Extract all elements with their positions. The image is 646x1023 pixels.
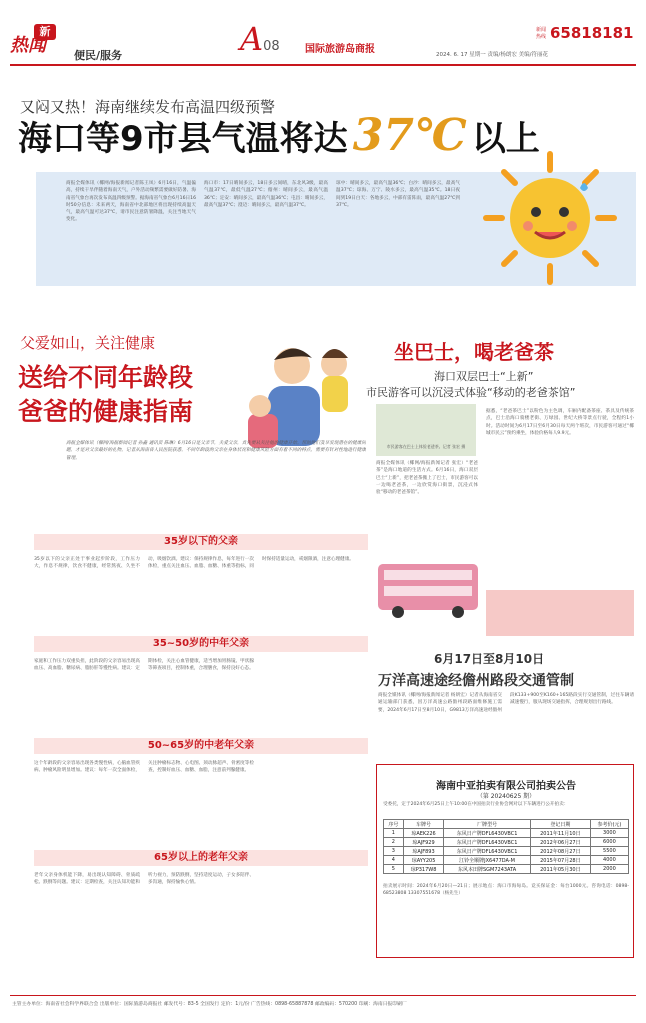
page-marker	[240, 20, 280, 60]
traffic-body: 商报全媒体讯（椰网/海报新闻记者 杨朗宏）记者从海南省交通运输部门获悉，因万洋高速公路儋州段路面维修施工需要，2024年6月17日至8月10日，G9813万洋高速途经儋州段K133+900至K160+165路段实行交通管制，过往车辆请减速慢行，服从现场交通指挥，合理规划出行路线。	[378, 693, 634, 713]
bus-body: 据悉，“老爸茶巴士”以粉色为主色调，车厢内配备茶座、茶具及传统茶点，巴士沿海口骑楼老街、万绿园、世纪大桥等景点行驶，全程约1小时。活动时间为6月17日至6月30日每天两个班次，市民游客可通过“椰城市民云”预约乘坐，体验价格每人9.9元。	[486, 409, 634, 436]
auction-header-model: 厂牌型号	[444, 820, 531, 829]
auction-box	[376, 764, 634, 958]
father-section-4-text: 老年父亲身体机能下降，易出现认知障碍、骨质疏松、跌倒等问题。建议：定期检查，关注认知功能和听力视力，预防跌倒，坚持适度运动，子女多陪伴、多沟通，保持愉快心情。	[34, 873, 254, 886]
cell-plate: 琼P317W8	[403, 865, 443, 874]
hotline-label-2: 热线	[536, 34, 547, 40]
table-row	[384, 865, 629, 874]
badge-top-text: 新	[34, 24, 56, 40]
cell-price: 6000	[590, 838, 628, 847]
father-section-1-header: 35岁以下的父亲	[34, 534, 368, 550]
table-row	[384, 856, 629, 865]
auction-intro: 受委托，定于2024年6月25日上午10:00在中国拍卖行业协会网对以下车辆进行公开拍卖：	[383, 802, 569, 807]
cell-price: 4000	[590, 856, 628, 865]
issue-meta: 2024. 6. 17 星期一 责编/杨朗宏 美编/符丽花	[436, 52, 548, 58]
footer-rule	[10, 995, 636, 996]
father-lead: 商报全媒体讯（椰网/海报新闻记者 孙鑫 通讯员 陈琳）6月16日是父亲节，关爱父亲，首先要从关注他的健康开始。帮助他们及早发现潜在的健康问题，才是对父亲最好的礼物。记者从海南省人民医院获悉，不同年龄段的父亲在身体状况和健康风险方面有着不同的特点，需要有针对性地进行健康管理。	[66, 441, 366, 461]
cell-price: 3000	[590, 829, 628, 838]
weather-col-2: 海口市：17日晴间多云，18日多云间晴，东北风3级，最高气温37℃，最低气温27℃；儋州：晴间多云，最高气温36℃；定安：晴间多云，最高气温36℃；屯昌：晴间多云，最高气温37℃；澄迈：晴间多云，最高气温37℃。	[204, 181, 328, 208]
traffic-headline-2: 万洋高速途经儋州路段交通管制	[378, 673, 574, 689]
badge-bottom-text: 热闻	[10, 35, 46, 56]
cell-index: 4	[384, 856, 404, 865]
weather-col-1: 商报全媒体讯（椰网/海报新闻记者陈王凤）6月16日，气温偏高，持续干旱伴随着海南天气，户外活动频繁需要做好防暑、海南省气象台再次发布高温四级预警。据海南省气象台6月16日16时50分信息：未来两天，海南省中北部地区将出现持续高温天气，最高气温可达37℃，请市民注意防暑降温，关注当地天气变化。	[66, 181, 196, 223]
cell-price: 5500	[590, 847, 628, 856]
auction-header-date: 登记日期	[530, 820, 590, 829]
table-row	[384, 829, 629, 838]
cell-model: 江铃全顺牌JX6477DA-M	[444, 856, 531, 865]
hotline-label-1: 新闻	[536, 27, 547, 33]
cell-date: 2012年06月27日	[530, 838, 590, 847]
father-kicker: 父爱如山，关注健康	[20, 334, 156, 352]
father-headline-2: 爸爸的健康指南	[18, 397, 194, 426]
bus-photo	[376, 404, 476, 456]
bus-subhead-1: 海口双层巴士“上新”	[434, 370, 534, 383]
page-number: 08	[263, 39, 280, 54]
father-headline-1: 送给不同年龄段	[18, 363, 194, 392]
bus-lead: 商报全媒体讯（椰网/海报新闻记者 张宏）“老爸茶”是海口地道的生活方式。6月16日，海口双层巴士“上新”，把老爸茶搬上了巴士，市民游客可以一边喝老爸茶，一边欣赏海口街景，沉浸式体验“移动的老爸茶馆”。	[376, 461, 478, 496]
cell-index: 2	[384, 838, 404, 847]
auction-table-header-row	[384, 820, 629, 829]
cell-date: 2015年07月28日	[530, 856, 590, 865]
cell-model: 东风日产牌DFL6430VBC1	[444, 829, 531, 838]
traffic-headline-1: 6月17日至8月10日	[434, 652, 545, 666]
father-section-3-text: 这个年龄段的父亲容易出现各类慢性病，心脑血管疾病、肿瘤风险明显增加。建议：每年一次全面体检，关注肿瘤标志物、心电图、颈动脉超声、骨密度等检查，控制好血压、血糖、血脂，注意前列腺健康。	[34, 761, 254, 774]
masthead-rule	[10, 64, 636, 66]
weather-headline-part2: 以上	[471, 119, 540, 159]
cell-date: 2012年08月27日	[530, 847, 590, 856]
auction-title: 海南中亚拍卖有限公司拍卖公告	[436, 781, 576, 792]
cell-plate: 琼AEK226	[403, 829, 443, 838]
footer-text: 主管主办单位：海南省社会科学界联合会 出版单位：国际旅游岛商报社 邮发代号：83-5 全国发行 定价：1元/份 广告热线：0898-65887878 邮政编码：570200 印刷：海南日报印刷厂	[12, 1002, 407, 1007]
bus-illustration	[376, 560, 482, 620]
auction-footer: 拍卖展示时间：2024年6月20日—21日；展示地点：海口市海甸岛。竞买保证金：每台1000元。咨询电话：0898-68523808 13307551678（杨先生）	[383, 884, 629, 897]
bus-subhead-2: 市民游客可以沉浸式体验“移动的老爸茶馆”	[366, 386, 576, 399]
cell-model: 东风日产牌DFL6430VBC1	[444, 847, 531, 856]
bus-photo-strip	[486, 590, 634, 636]
father-section-1-text: 35岁以下的父亲正处于事业起步阶段，工作压力大，作息不规律，饮食不健康，经常熬夜、久坐不动，吸烟饮酒。建议：保持规律作息，每年进行一次体检，重点关注血压、血脂、血糖、体重等指标，同时保持适量运动，戒烟限酒，注意心理健康。	[34, 557, 354, 570]
weather-headline-part1: 海口等9市县气温将达	[18, 119, 348, 159]
cell-date: 2011年11月10日	[530, 829, 590, 838]
father-section-3-header: 50~65岁的中老年父亲	[34, 738, 368, 754]
auction-code: （第 20240625 期）	[476, 793, 536, 800]
table-row	[384, 847, 629, 856]
weather-col-3: 琼中：晴间多云，最高气温36℃；白沙：晴间多云，最高气温37℃；琼海、万宁、陵水多云，最高气温35℃。18日夜间到19日白天：各地多云，中部有雷阵雨，最高气温27℃到37℃。	[336, 181, 460, 208]
sun-illustration	[480, 148, 620, 288]
cell-price: 2000	[590, 865, 628, 874]
weather-kicker: 又闷又热！海南继续发布高温四级预警	[20, 98, 276, 116]
auction-header-plate: 车牌号	[403, 820, 443, 829]
weather-headline-temp: 37℃	[352, 110, 467, 161]
table-row	[384, 838, 629, 847]
cell-index: 1	[384, 829, 404, 838]
cell-index: 3	[384, 847, 404, 856]
auction-header-price: 参考价(元)	[590, 820, 628, 829]
hot-news-badge	[10, 24, 62, 58]
cell-model: 东风日产牌DFL6430VBC1	[444, 838, 531, 847]
cell-plate: 琼AYY205	[403, 856, 443, 865]
auction-header-index: 序号	[384, 820, 404, 829]
bus-photo-caption: 市民游客在巴士上体验老爸茶。记者 张宏 摄	[386, 444, 466, 449]
bus-headline: 坐巴士，喝老爸茶	[394, 340, 554, 364]
cell-date: 2011年05月30日	[530, 865, 590, 874]
masthead	[0, 0, 646, 64]
hotline-number: 65818181	[550, 24, 634, 42]
auction-table	[383, 819, 629, 874]
page-letter: A	[240, 20, 264, 58]
father-section-2-text: 家庭和工作压力双重负担，此阶段的父亲容易出现高血压、高血脂、糖尿病、脂肪肝等慢性病。建议：定期体检，关注心血管健康，适当增加胃肠镜、甲状腺等筛查项目，控制体重，合理膳食，保持良好心态。	[34, 659, 254, 672]
paper-name: 国际旅游岛商报	[305, 44, 375, 55]
cell-plate: 琼AJF929	[403, 838, 443, 847]
cell-index: 5	[384, 865, 404, 874]
section-label: 便民/服务	[74, 49, 123, 62]
cell-model: 东风本田牌SGM7243ATA	[444, 865, 531, 874]
cell-plate: 琼AJF893	[403, 847, 443, 856]
father-section-4-header: 65岁以上的老年父亲	[34, 850, 368, 866]
father-section-2-header: 35~50岁的中年父亲	[34, 636, 368, 652]
